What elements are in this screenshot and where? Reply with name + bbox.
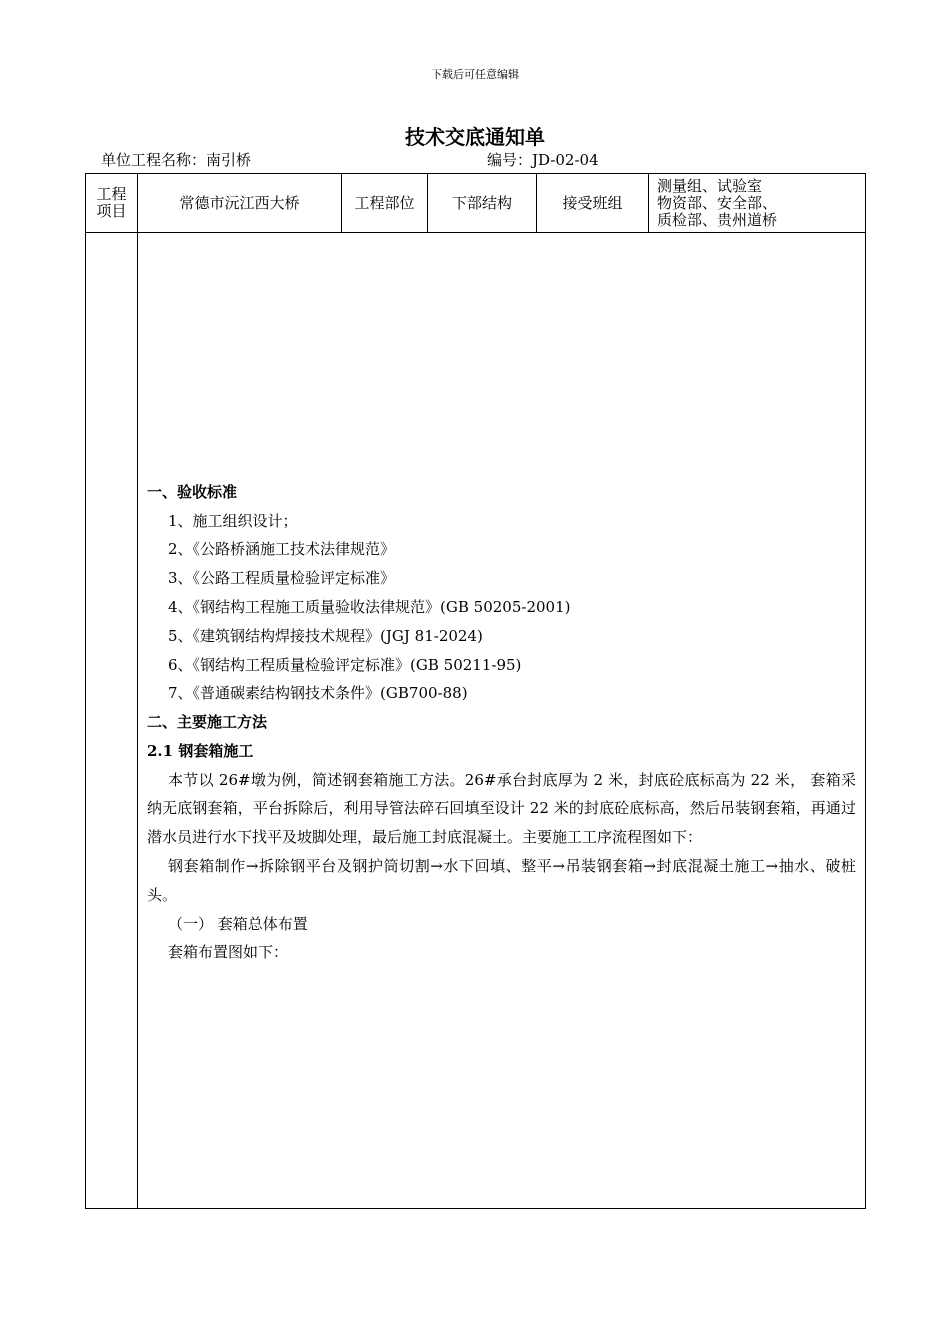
section2-title: 二、主要施工方法: [147, 713, 268, 732]
team-value-line3: 质检部、贵州道桥: [657, 210, 778, 229]
subsection-title: （一） 套箱总体布置: [168, 914, 308, 933]
watermark: 下载后可任意编辑: [431, 68, 519, 81]
project-value-cell: 常德市沅江西大桥: [138, 174, 342, 233]
team-value-cell: [649, 174, 866, 233]
part-value-cell: 下部结构: [428, 174, 537, 233]
content-cell: [138, 233, 866, 1209]
method-paragraph: 本节以 26#墩为例，简述钢套箱施工方法。26#承台封底厚为 2 米，封底砼底标高为 22 米， 套箱采纳无底钢套箱，平台拆除后，利用导管法碎石回填至设计 22 米的封底砼底标高，然后吊装钢套箱，再通过潜水员进行水下找平及坡脚处理，最后施工封底混凝土。主要施工工序流程图如下：: [147, 770, 856, 847]
team-label-cell: 接受班组: [537, 174, 649, 233]
team-value-line1: 测量组、试验室: [657, 176, 763, 195]
content-row: [86, 233, 866, 1209]
process-flow-paragraph: 钢套箱制作→拆除钢平台及钢护筒切割→水下回填、整平→吊装钢套箱→封底混凝土施工→抽水、破桩头。: [147, 857, 856, 904]
project-label-cell: [86, 174, 138, 233]
document-code: 编号：JD-02-04: [487, 151, 599, 169]
content-body: [138, 474, 865, 968]
project-label-line1: 工程: [96, 185, 127, 203]
layout-note: 套箱布置图如下：: [168, 943, 289, 962]
standard-item: 2、《公路桥涵施工技术法律规范》: [168, 540, 396, 559]
part-label-cell: 工程部位: [342, 174, 428, 233]
project-label-line2: 项目: [96, 202, 127, 220]
standard-item: 1、施工组织设计；: [168, 511, 298, 530]
team-value-line2: 物资部、安全部、: [657, 193, 778, 212]
empty-left-cell: [86, 233, 138, 1209]
page-title: 技术交底通知单: [405, 125, 545, 149]
unit-project-name: 单位工程名称：南引桥: [101, 151, 252, 169]
standard-item: 5、《建筑钢结构焊接技术规程》(JGJ 81-2024): [168, 626, 483, 645]
section21-title: 2.1 钢套箱施工: [147, 741, 254, 760]
standard-item: 7、《普通碳素结构钢技术条件》(GB700-88): [168, 684, 468, 703]
disclosure-form-table: [85, 173, 866, 1209]
section1-title: 一、验收标准: [147, 482, 238, 501]
standard-item: 4、《钢结构工程施工质量验收法律规范》(GB 50205-2001): [168, 597, 571, 616]
header-row: [86, 174, 866, 233]
standard-item: 6、《钢结构工程质量检验评定标准》(GB 50211-95): [168, 655, 522, 674]
standard-item: 3、《公路工程质量检验评定标准》: [168, 569, 396, 588]
